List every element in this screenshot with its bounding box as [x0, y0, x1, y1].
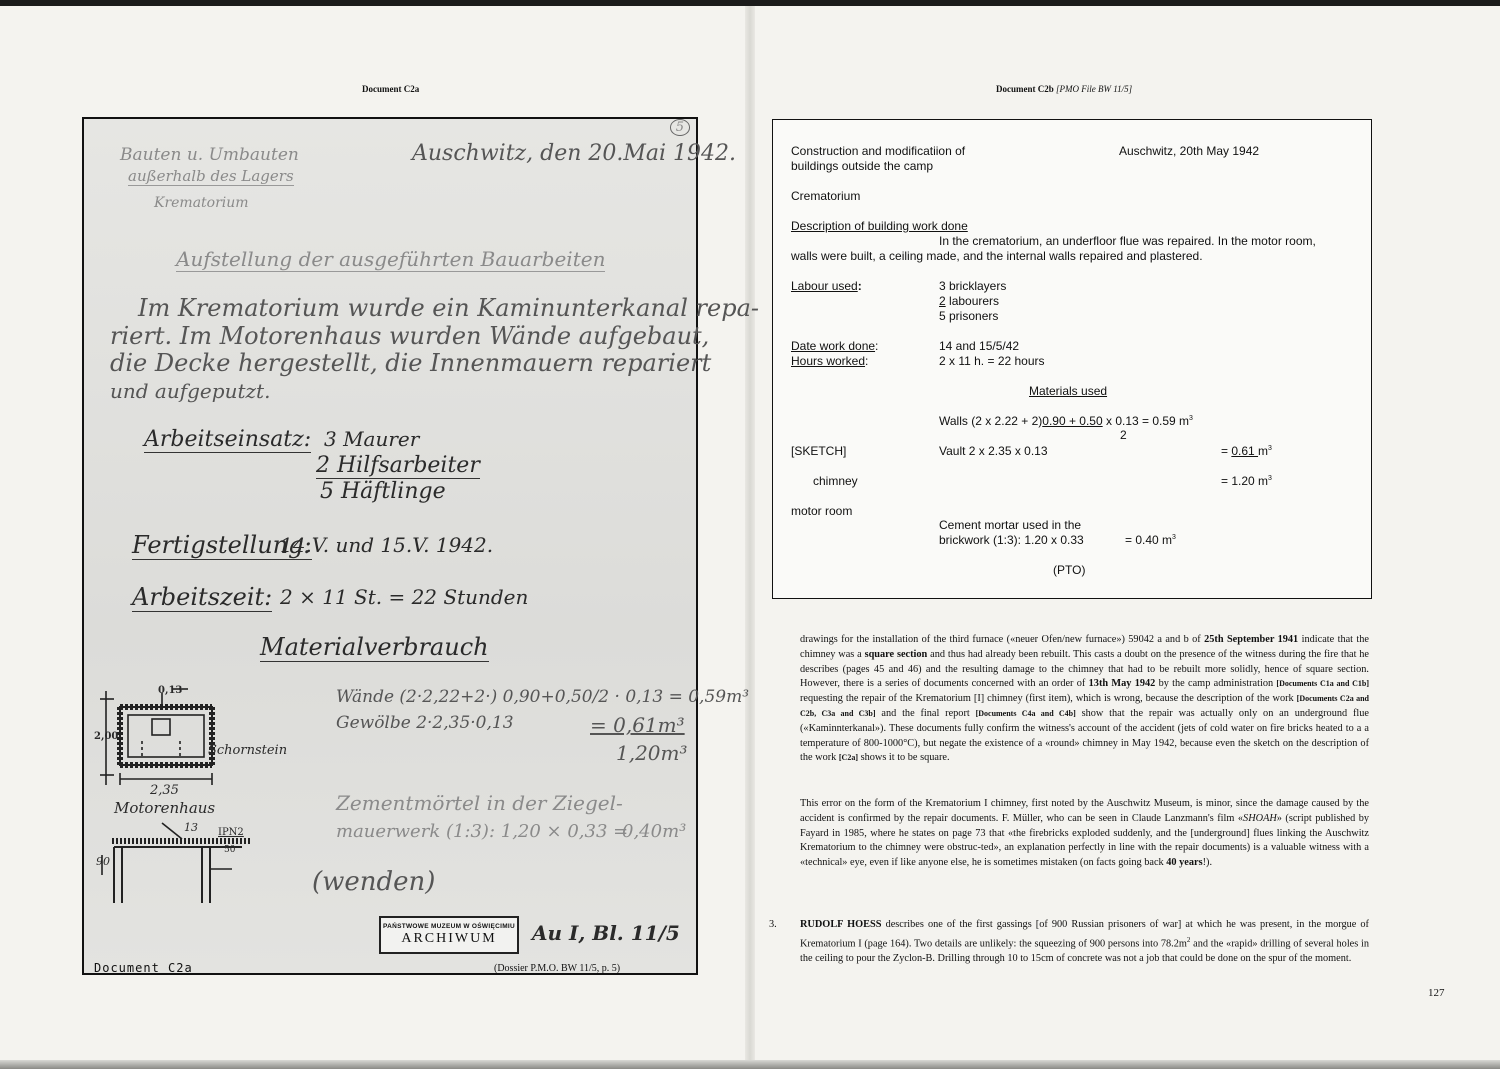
date-colon: :: [875, 339, 879, 353]
labour-label-text: Labour used: [791, 279, 858, 293]
typed-labour-3: 5 prisoners: [939, 309, 999, 323]
hw-cement-value: 0,40m³: [622, 821, 687, 842]
hw-motorenhaus: Motorenhaus: [114, 799, 216, 817]
typed-desc-line2: walls were built, a ceiling made, and the internal walls repaired and plastered.: [791, 249, 1203, 263]
sketch-dim-13: 13: [184, 821, 198, 834]
typed-hours-label: [791, 354, 868, 368]
stamp-top-text: PAŃSTWOWE MUZEUM W OŚWIĘCIMIU: [382, 923, 516, 930]
walls-fraction: 0.90 + 0.50: [1042, 414, 1103, 428]
typed-hours-value: 2 x 11 h. = 22 hours: [939, 354, 1045, 368]
typed-chimney: chimney: [813, 474, 858, 488]
commentary-item-3: [800, 918, 1369, 967]
sketch-dim-50: 50: [224, 845, 236, 855]
p1-e: and thus had already been rebuilt. This casts a doubt on the presence of the witness during the fire that he describes (pages 45 and 46) and the resulting damage to the chimney that had to be rebuilt more solidly, hence of square section. However, there is a series of documents concerned with an order of: [800, 648, 1370, 690]
typed-labour-label: [791, 279, 862, 293]
hw-schornstein: Schornstein: [208, 743, 288, 758]
sketch-dim-width: 2,35: [150, 783, 179, 798]
hw-wenden: (wenden): [312, 867, 436, 897]
vault-sup: 3: [1268, 445, 1272, 452]
date-label-text: Date work done: [791, 339, 876, 353]
commentary-paragraph-2: [800, 797, 1369, 871]
typed-place-date: Auschwitz, 20th May 1942: [1119, 144, 1260, 158]
p2-b: SHOAH: [1243, 812, 1277, 824]
handwritten-document-scan: [82, 117, 759, 975]
vault-val: 0.61: [1231, 444, 1259, 458]
hours-label-text: Hours worked: [791, 354, 866, 368]
p1-m: show that the repair was actually only on an underground flue («Kaminnterkanal»). These documents fully confirm the witness's account of the accident (jets of cold water on fire bricks heated to a a temperature of 800-1000°C), but negate the existence of a «round» chimney in May 1942, because even the sketch on the description of the work: [800, 707, 1369, 764]
stamp-main-text: ARCHIWUM: [401, 931, 497, 946]
typed-materials-heading: Materials used: [1029, 384, 1108, 398]
walls-sup: 3: [1189, 415, 1193, 422]
sketch-dim-side: 2,00: [94, 731, 119, 742]
typed-vault-value: [1221, 444, 1272, 458]
hw-cement-line2: mauerwerk (1:3): 1,20 × 0,33 =: [336, 821, 629, 842]
typed-desc-line1: In the crematorium, an underfloor flue was repaired. In the motor room,: [939, 234, 1316, 248]
p1-h: [Documents C1a and C1b]: [1276, 679, 1369, 689]
typed-dept-1: Construction and modificatiion of: [791, 144, 966, 158]
sketch-dim-90: 90: [96, 855, 110, 868]
hw-fertigstellung-value: 14.V. und 15.V. 1942.: [280, 533, 494, 557]
page-number: 127: [1428, 987, 1445, 999]
typed-labour-1: 3 bricklayers: [939, 279, 1007, 293]
i3-b: describes one of the first gassings [of 900 Russian prisoners of war] at which he was present, in the morgue of Krematorium I (page 164). Two details are unlikely: the squeezing of 900 persons into 78.2m: [800, 919, 1369, 950]
hw-material-walls: Wände (2·2,22+2·) 0,90+0,50/2 · 0,13 = 0,59m³: [336, 687, 750, 707]
hw-para-line1: Im Krematorium wurde ein Kaminunterkanal repa-: [138, 294, 759, 322]
left-caption: Document C2a: [362, 84, 420, 94]
hw-fertigstellung: Fertigstellung:: [132, 531, 312, 559]
p1-l: [Documents C4a and C4b]: [975, 708, 1076, 718]
typed-sketch: [SKETCH]: [791, 444, 847, 458]
typed-cement-value: [1125, 533, 1176, 547]
hw-dept-line1: Bauten u. Umbauten: [120, 145, 299, 165]
typed-desc-heading: Description of building work done: [791, 219, 968, 233]
hw-para-line2: riert. Im Motorenhaus wurden Wände aufgebaut,: [110, 322, 710, 350]
typed-cement-1: Cement mortar used in the: [939, 518, 1082, 532]
cement-sup: 3: [1172, 534, 1176, 541]
labour-2-text: labourers: [945, 294, 1000, 308]
hw-material-vault: Gewölbe 2·2,35·0,13: [336, 713, 514, 733]
book-gutter: [745, 6, 755, 1060]
hw-materialverbrauch: Materialverbrauch: [260, 633, 489, 661]
cement-val: = 0.40 m: [1125, 533, 1173, 547]
chimney-val: = 1.20 m: [1221, 474, 1269, 488]
typed-motor-room: motor room: [791, 504, 853, 518]
i3-sup: 2: [1186, 935, 1191, 944]
p1-d: square section: [864, 648, 928, 660]
right-caption-title: Document C2b: [996, 84, 1054, 94]
hw-title: Aufstellung der ausgeführten Bauarbeiten: [176, 247, 606, 271]
hw-date: Auschwitz, den 20.Mai 1942.: [412, 141, 737, 166]
p2-e: !).: [1202, 857, 1213, 869]
hours-colon: :: [865, 354, 869, 368]
walls-a: Walls (2 x 2.22 + 2): [939, 414, 1043, 428]
hw-worker-2: 2 Hilfsarbeiter: [316, 453, 480, 478]
p1-a: drawings for the installation of the third furnace («neuer Ofen/new furnace») 59042 a and b of: [800, 634, 1205, 645]
chimney-sketch: [92, 679, 292, 909]
walls-b: x 0.13 = 0.59 m: [1102, 414, 1190, 428]
item-3-number: 3.: [769, 919, 777, 930]
typed-translation: [772, 119, 1372, 599]
typed-walls-divisor: 2: [1120, 428, 1127, 442]
i3-a: RUDOLF HOESS: [800, 919, 882, 930]
hw-para-line4: und aufgeputzt.: [110, 379, 271, 403]
p1-f: 13th May 1942: [1088, 678, 1156, 690]
typed-labour-2: [939, 294, 999, 308]
p1-o: shows it to be square.: [858, 752, 950, 764]
sketch-dim-top: 0,13: [158, 685, 183, 696]
p1-n: [C2a]: [838, 753, 858, 763]
vault-eq: =: [1221, 444, 1232, 458]
p2-c: » (script published by Fayard in 1985, where he states on page 73 that «the firebricks exploded suddenly, and the [underground] flues linking the Auschwitz Krematorium to the chimney were obstruc-ted», an explanation perfectly in line with the repair documents) is a valuable witness with a «technical» eye, even if like anyone else, he is sometimes mistaken (on facts going back: [800, 812, 1369, 869]
hw-material-vault-value: = 0,61m³: [590, 713, 685, 737]
hw-dept-line3: Krematorium: [154, 195, 249, 211]
commentary-paragraph-1: [800, 633, 1369, 766]
hw-arbeitszeit-value: 2 × 11 St. = 22 Stunden: [280, 585, 529, 609]
chimney-sup: 3: [1268, 475, 1272, 482]
p2-d: 40 years: [1166, 857, 1203, 869]
hw-arbeitseinsatz: Arbeitseinsatz:: [144, 427, 312, 452]
p1-b: 25th September 1941: [1204, 634, 1299, 645]
dossier-reference: (Dossier P.M.O. BW 11/5, p. 5): [494, 963, 621, 974]
hw-para-line3: die Decke hergestellt, die Innenmauern repariert: [110, 349, 712, 377]
hw-dept-line2: außerhalb des Lagers: [128, 167, 294, 185]
hw-cement-line1: Zementmörtel in der Ziegel-: [336, 791, 623, 815]
p1-i: requesting the repair of the Krematorium [I] chimney (first item), which is wrong, because the description of the work: [800, 693, 1297, 705]
page-marker: 5: [670, 119, 690, 136]
typed-dept-2: buildings outside the camp: [791, 159, 934, 173]
hw-material-chimney-value: 1,20m³: [616, 741, 688, 765]
typed-pto: (PTO): [1053, 563, 1086, 577]
typed-crematorium: Crematorium: [791, 189, 861, 203]
document-label: Document C2a: [94, 961, 193, 975]
labour-2-num: 2: [939, 294, 946, 308]
p2-a: This error on the form of the Krematorium I chimney, first noted by the Auschwitz Museum, is minor, since the damage caused by the accident is confirmed by the repair documents. F. Müller, who can be seen in Claude Lanzmann's film «: [800, 798, 1369, 824]
p1-g: by the camp administration: [1155, 678, 1277, 690]
right-caption-file: [PMO File BW 11/5]: [1056, 84, 1133, 94]
typed-date-value: 14 and 15/5/42: [939, 339, 1020, 353]
bottom-edge: [0, 1060, 1500, 1069]
labour-colon: :: [857, 279, 862, 293]
typed-cement-2: brickwork (1:3): 1.20 x 0.33: [939, 533, 1084, 547]
sketch-dim-ipn: IPN2: [218, 827, 244, 838]
hw-arbeitszeit: Arbeitszeit:: [132, 583, 273, 611]
p1-j: [Documents C2a and C2b, C3a and C3b]: [800, 694, 1369, 718]
vault-unit: m: [1258, 444, 1269, 458]
hw-worker-1: 3 Maurer: [324, 427, 420, 451]
p1-k: and the final report: [875, 707, 976, 719]
typed-chimney-value: [1221, 474, 1272, 488]
right-caption: [996, 84, 1132, 94]
p1-c: indicate that the chimney was a: [800, 634, 1369, 660]
typed-vault: Vault 2 x 2.35 x 0.13: [939, 444, 1048, 458]
typed-date-label: [791, 339, 878, 353]
hw-worker-3: 5 Häftlinge: [320, 479, 446, 504]
archive-stamp: [379, 916, 519, 954]
typed-walls: [939, 414, 1193, 428]
hw-archive-signature: Au I, Bl. 11/5: [532, 921, 680, 945]
i3-c: and the «rapid» drilling of several holes in the ceiling to pour the Zyclon-B. Drilling through 10 to 15cm of concrete was not a job that could be done on the spur of the moment.: [800, 938, 1370, 965]
